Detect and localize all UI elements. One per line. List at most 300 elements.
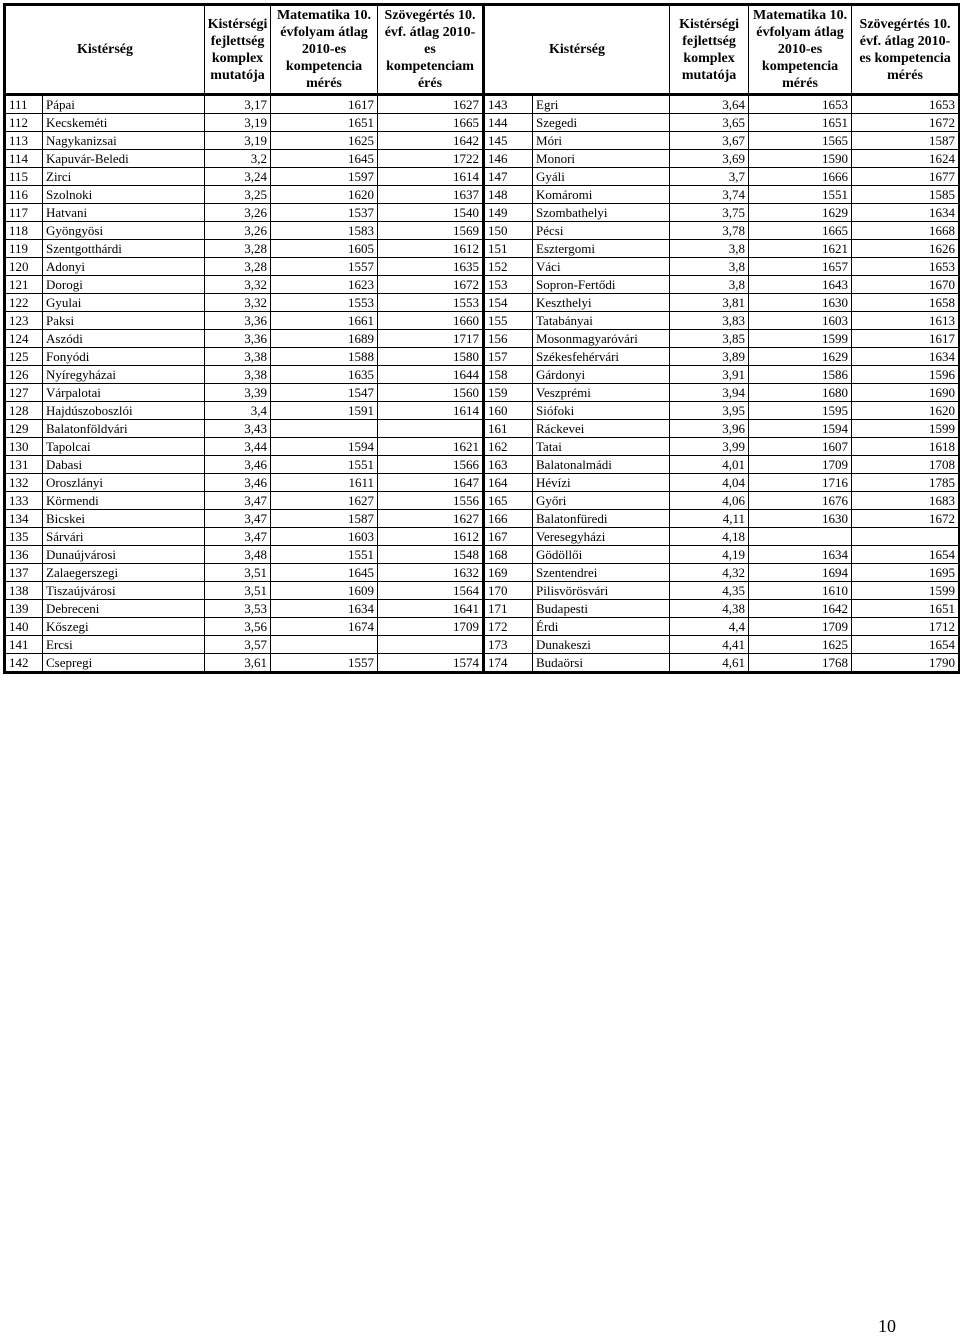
- header-row: [5, 5, 960, 95]
- left-region-name: Gyulai: [43, 294, 205, 312]
- left-index-value: 3,47: [205, 528, 271, 546]
- left-index-value: 3,51: [205, 564, 271, 582]
- left-rank: 127: [5, 384, 43, 402]
- left-index-value: 3,43: [205, 420, 271, 438]
- right-reading-score: 1658: [852, 294, 960, 312]
- left-region-name: Pápai: [43, 95, 205, 114]
- left-region-name: Várpalotai: [43, 384, 205, 402]
- left-rank: 121: [5, 276, 43, 294]
- left-region-name: Csepregi: [43, 654, 205, 673]
- left-math-score: 1627: [271, 492, 378, 510]
- left-reading-score: 1556: [378, 492, 484, 510]
- page-number: 10: [878, 1316, 896, 1336]
- left-reading-score: 1621: [378, 438, 484, 456]
- left-math-score: 1634: [271, 600, 378, 618]
- right-index-value: 4,06: [670, 492, 749, 510]
- table-row: [5, 402, 960, 420]
- right-math-score: 1630: [749, 510, 852, 528]
- left-math-score: 1553: [271, 294, 378, 312]
- table-row: [5, 438, 960, 456]
- left-index-value: 3,53: [205, 600, 271, 618]
- left-rank: 130: [5, 438, 43, 456]
- right-math-score: 1610: [749, 582, 852, 600]
- left-region-name: Szentgotthárdi: [43, 240, 205, 258]
- left-index-value: 3,19: [205, 114, 271, 132]
- right-math-score: 1595: [749, 402, 852, 420]
- left-rank: 126: [5, 366, 43, 384]
- left-region-name: Nagykanizsai: [43, 132, 205, 150]
- right-math-score: 1657: [749, 258, 852, 276]
- right-region-name: Komáromi: [533, 186, 670, 204]
- right-math-score: 1625: [749, 636, 852, 654]
- header-region-left: Kistérség: [5, 5, 205, 95]
- table-row: [5, 636, 960, 654]
- left-reading-score: 1614: [378, 168, 484, 186]
- right-math-score: 1651: [749, 114, 852, 132]
- left-reading-score: 1642: [378, 132, 484, 150]
- left-index-value: 3,47: [205, 510, 271, 528]
- right-region-name: Budaörsi: [533, 654, 670, 673]
- right-region-name: Egri: [533, 95, 670, 114]
- left-math-score: 1594: [271, 438, 378, 456]
- header-index-left: Kistérségi fejlettség komplex mutatója: [205, 5, 271, 95]
- right-rank: 162: [484, 438, 533, 456]
- left-region-name: Zirci: [43, 168, 205, 186]
- right-rank: 145: [484, 132, 533, 150]
- right-reading-score: 1624: [852, 150, 960, 168]
- left-rank: 113: [5, 132, 43, 150]
- left-math-score: 1651: [271, 114, 378, 132]
- left-index-value: 3,38: [205, 348, 271, 366]
- right-index-value: 3,64: [670, 95, 749, 114]
- left-region-name: Tapolcai: [43, 438, 205, 456]
- right-rank: 153: [484, 276, 533, 294]
- right-region-name: Veszprémi: [533, 384, 670, 402]
- right-region-name: Siófoki: [533, 402, 670, 420]
- left-rank: 112: [5, 114, 43, 132]
- left-math-score: 1620: [271, 186, 378, 204]
- left-reading-score: 1566: [378, 456, 484, 474]
- right-reading-score: 1790: [852, 654, 960, 673]
- right-rank: 165: [484, 492, 533, 510]
- right-index-value: 4,01: [670, 456, 749, 474]
- left-math-score: 1661: [271, 312, 378, 330]
- left-region-name: Kőszegi: [43, 618, 205, 636]
- left-math-score: 1609: [271, 582, 378, 600]
- table-row: [5, 510, 960, 528]
- right-math-score: 1599: [749, 330, 852, 348]
- right-region-name: Váci: [533, 258, 670, 276]
- header-region-right: Kistérség: [484, 5, 670, 95]
- left-math-score: 1547: [271, 384, 378, 402]
- right-index-value: 4,19: [670, 546, 749, 564]
- left-index-value: 3,4: [205, 402, 271, 420]
- table-body: [5, 95, 960, 673]
- left-index-value: 3,36: [205, 312, 271, 330]
- left-region-name: Oroszlányi: [43, 474, 205, 492]
- left-region-name: Zalaegerszegi: [43, 564, 205, 582]
- left-index-value: 3,48: [205, 546, 271, 564]
- right-math-score: 1676: [749, 492, 852, 510]
- right-math-score: 1603: [749, 312, 852, 330]
- left-reading-score: 1627: [378, 510, 484, 528]
- left-math-score: 1603: [271, 528, 378, 546]
- right-region-name: Gödöllői: [533, 546, 670, 564]
- table-row: [5, 492, 960, 510]
- right-index-value: 3,8: [670, 240, 749, 258]
- right-reading-score: 1712: [852, 618, 960, 636]
- right-rank: 163: [484, 456, 533, 474]
- left-math-score: 1537: [271, 204, 378, 222]
- left-math-score: [271, 420, 378, 438]
- left-region-name: Gyöngyösi: [43, 222, 205, 240]
- right-math-score: 1643: [749, 276, 852, 294]
- left-reading-score: 1717: [378, 330, 484, 348]
- left-reading-score: 1569: [378, 222, 484, 240]
- right-index-value: 3,78: [670, 222, 749, 240]
- right-region-name: Sopron-Fertődi: [533, 276, 670, 294]
- right-rank: 148: [484, 186, 533, 204]
- right-math-score: 1607: [749, 438, 852, 456]
- left-rank: 133: [5, 492, 43, 510]
- left-rank: 120: [5, 258, 43, 276]
- right-reading-score: 1613: [852, 312, 960, 330]
- table-row: [5, 150, 960, 168]
- right-rank: 147: [484, 168, 533, 186]
- right-region-name: Ráckevei: [533, 420, 670, 438]
- left-reading-score: 1672: [378, 276, 484, 294]
- right-reading-score: 1618: [852, 438, 960, 456]
- right-index-value: 3,99: [670, 438, 749, 456]
- right-rank: 157: [484, 348, 533, 366]
- table-row: [5, 204, 960, 222]
- table-row: [5, 600, 960, 618]
- left-region-name: Ercsi: [43, 636, 205, 654]
- right-reading-score: 1634: [852, 204, 960, 222]
- right-reading-score: 1695: [852, 564, 960, 582]
- left-math-score: 1617: [271, 95, 378, 114]
- table-row: [5, 95, 960, 114]
- right-region-name: Tatai: [533, 438, 670, 456]
- right-region-name: Keszthelyi: [533, 294, 670, 312]
- left-index-value: 3,61: [205, 654, 271, 673]
- left-reading-score: 1614: [378, 402, 484, 420]
- right-math-score: 1630: [749, 294, 852, 312]
- left-reading-score: 1665: [378, 114, 484, 132]
- left-index-value: 3,19: [205, 132, 271, 150]
- table-row: [5, 474, 960, 492]
- right-reading-score: 1596: [852, 366, 960, 384]
- right-rank: 161: [484, 420, 533, 438]
- right-region-name: Gyáli: [533, 168, 670, 186]
- right-index-value: 4,04: [670, 474, 749, 492]
- table-row: [5, 654, 960, 673]
- right-reading-score: 1617: [852, 330, 960, 348]
- left-index-value: 3,51: [205, 582, 271, 600]
- left-math-score: 1551: [271, 456, 378, 474]
- table-row: [5, 114, 960, 132]
- left-reading-score: 1540: [378, 204, 484, 222]
- left-region-name: Fonyódi: [43, 348, 205, 366]
- left-rank: 132: [5, 474, 43, 492]
- left-math-score: 1625: [271, 132, 378, 150]
- table-row: [5, 186, 960, 204]
- right-index-value: 3,95: [670, 402, 749, 420]
- left-reading-score: 1564: [378, 582, 484, 600]
- right-index-value: 3,8: [670, 276, 749, 294]
- right-reading-score: 1599: [852, 582, 960, 600]
- header-reading-right: Szövegértés 10. évf. átlag 2010-es kompetencia mérés: [852, 5, 960, 95]
- table-row: [5, 546, 960, 564]
- table-row: [5, 582, 960, 600]
- right-reading-score: 1653: [852, 258, 960, 276]
- right-rank: 160: [484, 402, 533, 420]
- table-row: [5, 276, 960, 294]
- left-reading-score: 1660: [378, 312, 484, 330]
- table-row: [5, 330, 960, 348]
- left-region-name: Kecskeméti: [43, 114, 205, 132]
- table-row: [5, 384, 960, 402]
- left-index-value: 3,17: [205, 95, 271, 114]
- right-index-value: 4,41: [670, 636, 749, 654]
- left-reading-score: 1612: [378, 240, 484, 258]
- right-index-value: 4,38: [670, 600, 749, 618]
- left-index-value: 3,47: [205, 492, 271, 510]
- table-row: [5, 168, 960, 186]
- right-math-score: 1590: [749, 150, 852, 168]
- left-region-name: Bicskei: [43, 510, 205, 528]
- left-index-value: 3,26: [205, 222, 271, 240]
- left-region-name: Debreceni: [43, 600, 205, 618]
- left-rank: 134: [5, 510, 43, 528]
- right-index-value: 4,11: [670, 510, 749, 528]
- left-region-name: Balatonföldvári: [43, 420, 205, 438]
- left-index-value: 3,32: [205, 294, 271, 312]
- right-region-name: Mosonmagyaróvári: [533, 330, 670, 348]
- left-math-score: 1588: [271, 348, 378, 366]
- left-rank: 136: [5, 546, 43, 564]
- left-rank: 135: [5, 528, 43, 546]
- left-reading-score: 1627: [378, 95, 484, 114]
- left-math-score: 1635: [271, 366, 378, 384]
- right-reading-score: 1708: [852, 456, 960, 474]
- right-index-value: 4,18: [670, 528, 749, 546]
- left-math-score: 1587: [271, 510, 378, 528]
- left-reading-score: 1635: [378, 258, 484, 276]
- region-data-table: [3, 3, 960, 674]
- left-region-name: Körmendi: [43, 492, 205, 510]
- right-index-value: 4,4: [670, 618, 749, 636]
- right-math-score: 1586: [749, 366, 852, 384]
- right-reading-score: [852, 528, 960, 546]
- right-rank: 152: [484, 258, 533, 276]
- right-reading-score: 1672: [852, 114, 960, 132]
- right-rank: 168: [484, 546, 533, 564]
- left-index-value: 3,38: [205, 366, 271, 384]
- right-region-name: Szegedi: [533, 114, 670, 132]
- right-index-value: 4,35: [670, 582, 749, 600]
- left-math-score: [271, 636, 378, 654]
- right-region-name: Pécsi: [533, 222, 670, 240]
- left-region-name: Sárvári: [43, 528, 205, 546]
- left-rank: 111: [5, 95, 43, 114]
- left-math-score: 1674: [271, 618, 378, 636]
- header-math-left: Matematika 10. évfolyam átlag 2010-es kompetencia mérés: [271, 5, 378, 95]
- left-reading-score: 1580: [378, 348, 484, 366]
- right-reading-score: 1668: [852, 222, 960, 240]
- right-index-value: 3,75: [670, 204, 749, 222]
- table-row: [5, 222, 960, 240]
- left-reading-score: 1709: [378, 618, 484, 636]
- table-row: [5, 366, 960, 384]
- right-math-score: 1709: [749, 456, 852, 474]
- left-region-name: Dunaújvárosi: [43, 546, 205, 564]
- right-math-score: 1594: [749, 420, 852, 438]
- left-reading-score: 1722: [378, 150, 484, 168]
- left-rank: 141: [5, 636, 43, 654]
- left-index-value: 3,28: [205, 240, 271, 258]
- right-reading-score: 1677: [852, 168, 960, 186]
- right-reading-score: 1785: [852, 474, 960, 492]
- right-reading-score: 1654: [852, 546, 960, 564]
- right-index-value: 3,8: [670, 258, 749, 276]
- left-math-score: 1645: [271, 150, 378, 168]
- right-math-score: 1694: [749, 564, 852, 582]
- left-rank: 114: [5, 150, 43, 168]
- left-math-score: 1557: [271, 258, 378, 276]
- left-index-value: 3,2: [205, 150, 271, 168]
- right-region-name: Balatonfüredi: [533, 510, 670, 528]
- right-index-value: 3,85: [670, 330, 749, 348]
- left-rank: 125: [5, 348, 43, 366]
- left-reading-score: 1553: [378, 294, 484, 312]
- left-region-name: Dorogi: [43, 276, 205, 294]
- right-rank: 158: [484, 366, 533, 384]
- right-math-score: 1666: [749, 168, 852, 186]
- right-math-score: 1565: [749, 132, 852, 150]
- right-rank: 171: [484, 600, 533, 618]
- left-region-name: Nyíregyházai: [43, 366, 205, 384]
- left-index-value: 3,28: [205, 258, 271, 276]
- left-math-score: 1583: [271, 222, 378, 240]
- right-math-score: 1551: [749, 186, 852, 204]
- right-index-value: 3,65: [670, 114, 749, 132]
- left-index-value: 3,32: [205, 276, 271, 294]
- right-region-name: Tatabányai: [533, 312, 670, 330]
- right-index-value: 4,32: [670, 564, 749, 582]
- table-row: [5, 294, 960, 312]
- right-region-name: Móri: [533, 132, 670, 150]
- left-rank: 137: [5, 564, 43, 582]
- left-reading-score: 1637: [378, 186, 484, 204]
- right-reading-score: 1653: [852, 95, 960, 114]
- right-rank: 170: [484, 582, 533, 600]
- left-rank: 138: [5, 582, 43, 600]
- right-region-name: Szombathelyi: [533, 204, 670, 222]
- right-reading-score: 1626: [852, 240, 960, 258]
- right-math-score: 1634: [749, 546, 852, 564]
- left-region-name: Hatvani: [43, 204, 205, 222]
- left-reading-score: [378, 636, 484, 654]
- right-index-value: 3,94: [670, 384, 749, 402]
- right-region-name: Érdi: [533, 618, 670, 636]
- left-rank: 142: [5, 654, 43, 673]
- left-reading-score: 1632: [378, 564, 484, 582]
- right-index-value: 3,96: [670, 420, 749, 438]
- left-index-value: 3,44: [205, 438, 271, 456]
- right-rank: 173: [484, 636, 533, 654]
- right-rank: 174: [484, 654, 533, 673]
- left-math-score: 1689: [271, 330, 378, 348]
- table-header: [5, 5, 960, 95]
- right-math-score: 1653: [749, 95, 852, 114]
- right-region-name: Budapesti: [533, 600, 670, 618]
- right-rank: 146: [484, 150, 533, 168]
- left-index-value: 3,46: [205, 474, 271, 492]
- right-reading-score: 1670: [852, 276, 960, 294]
- right-rank: 155: [484, 312, 533, 330]
- header-reading-left: Szövegértés 10. évf. átlag 2010-es kompetenciam érés: [378, 5, 484, 95]
- right-math-score: 1709: [749, 618, 852, 636]
- table-row: [5, 618, 960, 636]
- right-rank: 144: [484, 114, 533, 132]
- left-rank: 118: [5, 222, 43, 240]
- left-reading-score: 1641: [378, 600, 484, 618]
- right-rank: 154: [484, 294, 533, 312]
- left-rank: 140: [5, 618, 43, 636]
- left-rank: 119: [5, 240, 43, 258]
- left-rank: 128: [5, 402, 43, 420]
- right-reading-score: 1654: [852, 636, 960, 654]
- left-rank: 117: [5, 204, 43, 222]
- right-region-name: Veresegyházi: [533, 528, 670, 546]
- right-math-score: 1768: [749, 654, 852, 673]
- left-reading-score: 1548: [378, 546, 484, 564]
- left-rank: 131: [5, 456, 43, 474]
- left-region-name: Kapuvár-Beledi: [43, 150, 205, 168]
- left-math-score: 1623: [271, 276, 378, 294]
- left-region-name: Hajdúszoboszlói: [43, 402, 205, 420]
- left-index-value: 3,25: [205, 186, 271, 204]
- left-math-score: 1645: [271, 564, 378, 582]
- left-region-name: Aszódi: [43, 330, 205, 348]
- left-index-value: 3,26: [205, 204, 271, 222]
- table-row: [5, 456, 960, 474]
- right-index-value: 3,67: [670, 132, 749, 150]
- table-row: [5, 312, 960, 330]
- left-rank: 115: [5, 168, 43, 186]
- right-index-value: 3,91: [670, 366, 749, 384]
- table-row: [5, 240, 960, 258]
- table-row: [5, 564, 960, 582]
- right-region-name: Monori: [533, 150, 670, 168]
- right-index-value: 3,83: [670, 312, 749, 330]
- right-rank: 164: [484, 474, 533, 492]
- table-row: [5, 528, 960, 546]
- table-row: [5, 132, 960, 150]
- left-rank: 123: [5, 312, 43, 330]
- left-index-value: 3,24: [205, 168, 271, 186]
- left-math-score: 1591: [271, 402, 378, 420]
- right-math-score: 1716: [749, 474, 852, 492]
- right-index-value: 4,61: [670, 654, 749, 673]
- left-index-value: 3,46: [205, 456, 271, 474]
- right-reading-score: 1690: [852, 384, 960, 402]
- left-region-name: Adonyi: [43, 258, 205, 276]
- left-index-value: 3,56: [205, 618, 271, 636]
- right-reading-score: 1620: [852, 402, 960, 420]
- header-index-right: Kistérségi fejlettség komplex mutatója: [670, 5, 749, 95]
